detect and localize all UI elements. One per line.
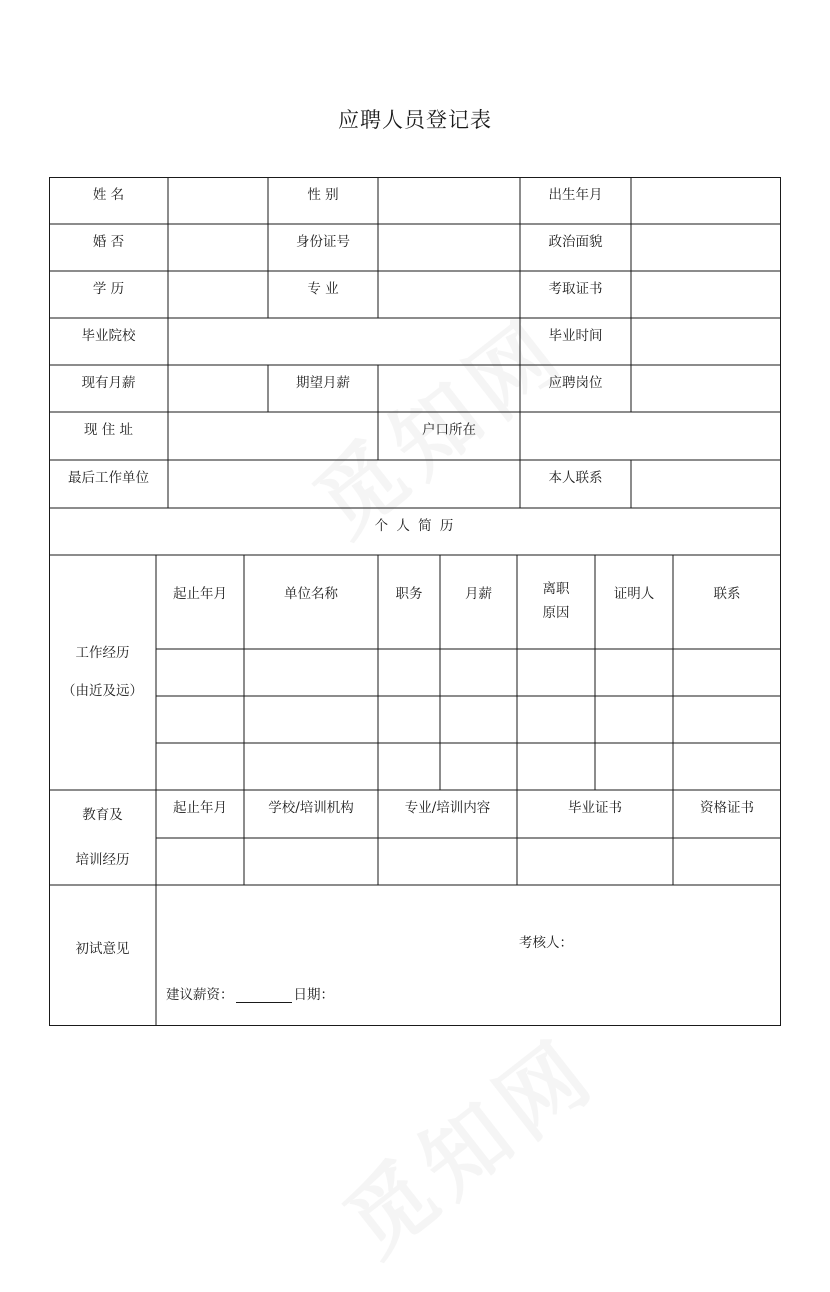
grad-time-field[interactable]	[631, 318, 781, 365]
position-field[interactable]	[631, 365, 781, 412]
edu-header-school: 学校/培训机构	[268, 799, 354, 816]
date-label: 日期：	[293, 987, 334, 1004]
suggested-salary-label: 建议薪资：	[166, 987, 234, 1004]
label-certificate: 考取证书	[548, 280, 603, 297]
last-employer-field[interactable]	[168, 460, 520, 508]
label-marital: 婚 否	[92, 233, 125, 250]
suggested-salary-line	[166, 985, 466, 1007]
hukou-field[interactable]	[520, 412, 781, 460]
address-field[interactable]	[168, 412, 378, 460]
politics-field[interactable]	[631, 224, 781, 271]
contact-field[interactable]	[631, 460, 781, 508]
work-header-leave-reason	[517, 555, 595, 649]
label-last-employer: 最后工作单位	[68, 470, 149, 487]
work-header-title: 职务	[395, 586, 423, 603]
expected-salary-field[interactable]	[378, 365, 520, 412]
label-education: 学 历	[92, 280, 125, 297]
major-field[interactable]	[378, 271, 520, 318]
label-major: 专 业	[307, 280, 339, 297]
registration-form-table	[49, 177, 781, 1026]
birth-field[interactable]	[631, 177, 781, 224]
education-label-line1: 教育及	[82, 806, 123, 823]
id-number-field[interactable]	[378, 224, 520, 271]
assessor-label: 考核人：	[519, 935, 573, 952]
work-history-label-line2: （由近及远）	[62, 682, 143, 699]
marital-field[interactable]	[168, 224, 268, 271]
gender-field[interactable]	[378, 177, 520, 224]
label-contact: 本人联系	[548, 470, 603, 487]
resume-section-title: 个 人 简 历	[374, 518, 456, 535]
work-history-label-line1: 工作经历	[75, 644, 130, 661]
education-field[interactable]	[168, 271, 268, 318]
label-name: 姓 名	[92, 186, 125, 203]
label-expected-salary: 期望月薪	[296, 374, 350, 391]
edu-header-qualification: 资格证书	[700, 799, 754, 816]
label-grad-time: 毕业时间	[548, 327, 603, 344]
label-school: 毕业院校	[81, 327, 136, 344]
work-header-employer: 单位名称	[284, 586, 338, 603]
current-salary-field[interactable]	[168, 365, 268, 412]
name-field[interactable]	[168, 177, 268, 224]
education-label-line2: 培训经历	[75, 851, 130, 868]
label-address: 现 住 址	[83, 422, 134, 439]
label-politics: 政治面貌	[548, 233, 603, 250]
work-header-leave-reason-line1: 离职	[542, 581, 570, 598]
label-gender: 性 别	[307, 186, 339, 203]
certificate-field[interactable]	[631, 271, 781, 318]
edu-header-content: 专业/培训内容	[404, 799, 491, 816]
work-history-label	[49, 555, 156, 790]
label-birth: 出生年月	[548, 186, 603, 203]
opinion-label: 初试意见	[75, 941, 130, 958]
work-header-period: 起止年月	[173, 586, 227, 603]
label-position: 应聘岗位	[548, 374, 603, 391]
label-hukou: 户口所在	[422, 422, 476, 439]
education-label	[49, 790, 156, 885]
school-field[interactable]	[168, 318, 520, 365]
watermark-bottom	[298, 991, 632, 1289]
form-title: 应聘人员登记表	[338, 108, 492, 132]
suggested-salary-blank[interactable]	[236, 990, 292, 1003]
work-header-contact: 联系	[713, 586, 741, 603]
work-header-leave-reason-line2: 原因	[542, 605, 570, 621]
edu-header-period: 起止年月	[173, 799, 227, 816]
edu-header-diploma: 毕业证书	[568, 799, 622, 816]
label-id-number: 身份证号	[296, 233, 350, 250]
label-current-salary: 现有月薪	[81, 374, 136, 391]
work-header-salary: 月薪	[465, 586, 492, 603]
work-header-reference: 证明人	[613, 586, 655, 603]
